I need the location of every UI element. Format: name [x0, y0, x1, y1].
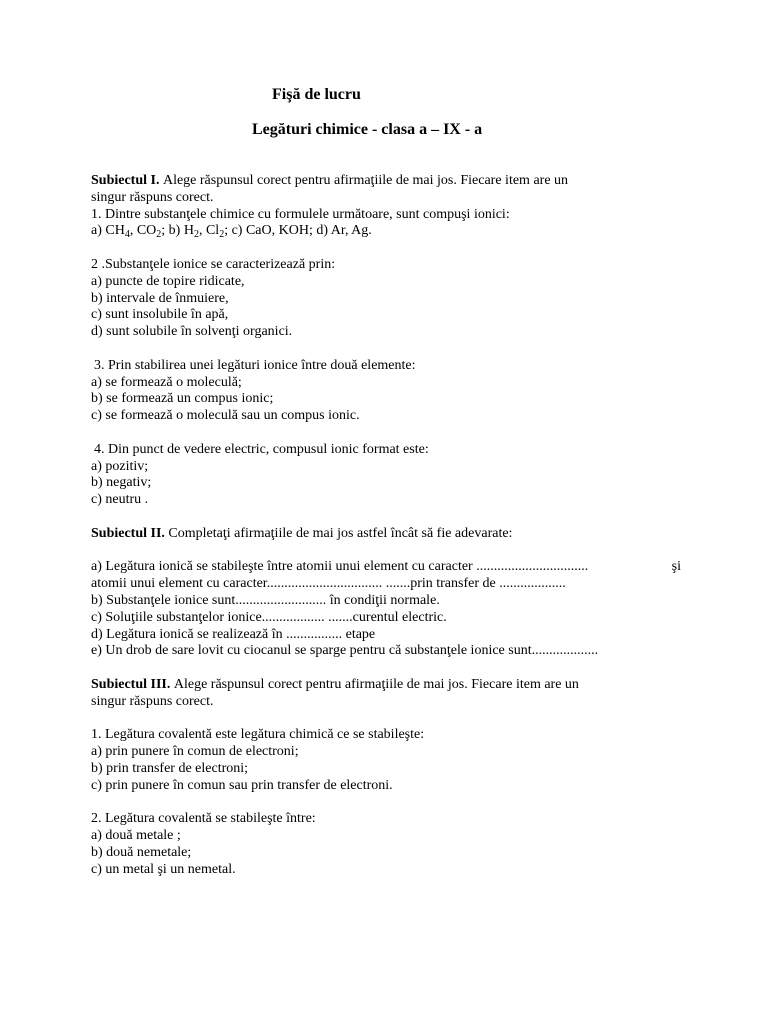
s2-intro-text: Completaţi afirmaţiile de mai jos astfel încât să fie adevarate:	[168, 525, 513, 541]
s3-q1-text: 1. Legătura covalentă este legătura chimică ce se stabileşte:	[91, 727, 425, 743]
s1-q2-text: 2 .Substanţele ionice se caracterizează prin:	[91, 256, 336, 272]
s3-q2-option-b: b) două nemetale;	[91, 844, 192, 860]
s3-intro-line1	[91, 677, 681, 694]
s3-intro-line2: singur răspuns corect.	[91, 693, 214, 709]
s1-q2-option-d: d) sunt solubile în solvenţi organici.	[91, 324, 293, 340]
s1-heading: Subiectul I.	[91, 173, 160, 188]
s1-q4-option-c: c) neutru .	[91, 492, 149, 508]
s1-intro-text: Alege răspunsul corect pentru afirmaţiile de mai jos. Fiecare item are un	[162, 173, 569, 188]
s1-q2-option-c: c) sunt insolubile în apă,	[91, 307, 229, 323]
s3-q1-option-b: b) prin transfer de electroni;	[91, 760, 249, 776]
s2-item-a-line1: a) Legătura ionică se stabileşte între atomii unui element cu caracter ................................ şi	[91, 559, 681, 575]
s2-heading: Subiectul II.	[91, 525, 165, 541]
s1-q2-option-b: b) intervale de înmuiere,	[91, 290, 229, 306]
s3-q2-option-a: a) două metale ;	[91, 828, 181, 844]
s1-intro-line2: singur răspuns corect.	[91, 189, 214, 205]
s1-q3-option-c: c) se formează o moleculă sau un compus ionic.	[91, 408, 360, 424]
s2-item-d: d) Legătura ionică se realizează în ................ etape	[91, 626, 376, 642]
s1-q3-option-b: b) se formează un compus ionic;	[91, 391, 274, 407]
s3-q1-option-a: a) prin punere în comun de electroni;	[91, 744, 299, 760]
s1-q3-option-a: a) se formează o moleculă;	[91, 374, 242, 390]
s2-item-a-line2: atomii unui element cu caracter................................. .......prin transfer de ...................	[91, 576, 566, 592]
s2-item-b: b) Substanţele ionice sunt.......................... în condiţii normale.	[91, 592, 440, 608]
s1-q3-text: 3. Prin stabilirea unei legături ionice între două elemente:	[94, 357, 416, 373]
s1-q4-text: 4. Din punct de vedere electric, compusul ionic format este:	[94, 441, 429, 457]
s1-q2-option-a: a) puncte de topire ridicate,	[91, 273, 245, 289]
document-title: Fişă de lucru	[272, 86, 361, 103]
s3-q1-option-c: c) prin punere în comun sau prin transfer de electroni.	[91, 777, 393, 793]
s3-intro-text: Alege răspunsul corect pentru afirmaţiile de mai jos. Fiecare item are un	[173, 676, 579, 692]
s2-intro-line	[91, 526, 681, 543]
document-body	[91, 173, 681, 878]
s1-q4-option-a: a) pozitiv;	[91, 458, 149, 474]
s2-item-e: e) Un drob de sare lovit cu ciocanul se sparge pentru că substanţele ionice sunt...................	[91, 643, 599, 659]
s1-q4-option-b: b) negativ;	[91, 475, 152, 491]
document-subtitle: Legături chimice - clasa a – IX - a	[252, 121, 483, 138]
s1-q1-options: a) $CH_4$, $CO_2$; b) $H_2$, $Cl_2$; c) CaO, KOH; d) Ar, Ag.	[91, 223, 372, 241]
s1-q1-text: 1. Dintre substanţele chimice cu formulele următoare, sunt compuşi ionici:	[91, 206, 510, 222]
s3-heading: Subiectul III.	[91, 676, 171, 692]
s1-intro-line1	[91, 173, 681, 190]
s2-item-c: c) Soluţiile substanţelor ionice.................. .......curentul electric.	[91, 609, 447, 625]
s3-q2-option-c: c) un metal şi un nemetal.	[91, 861, 236, 877]
s3-q2-text: 2. Legătura covalentă se stabileşte între:	[91, 811, 316, 827]
